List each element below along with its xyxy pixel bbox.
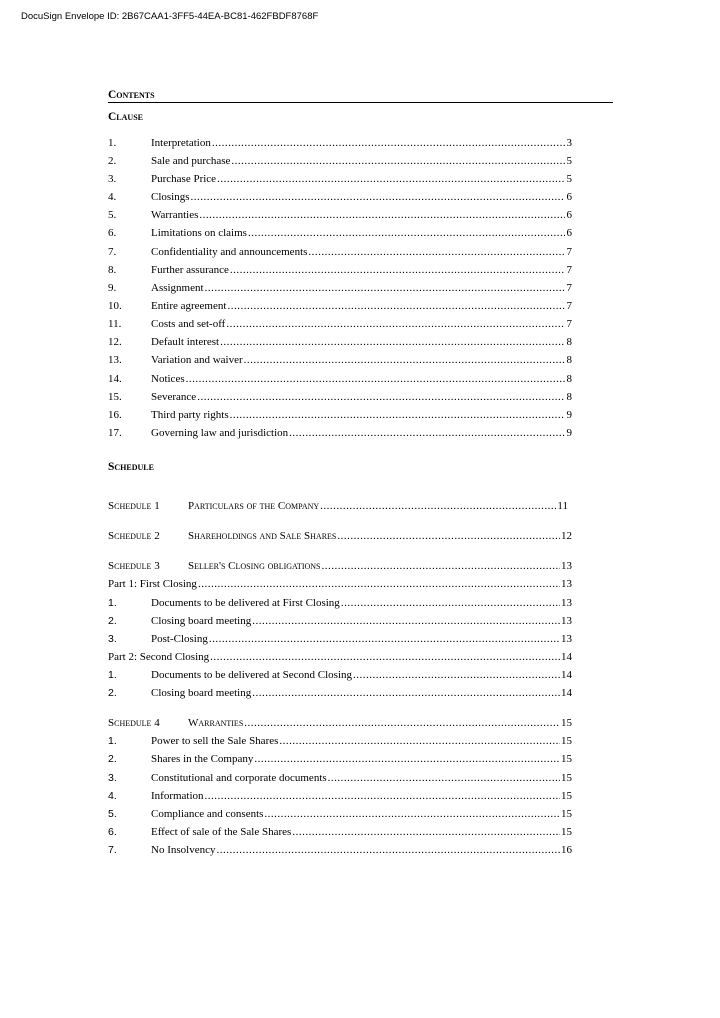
page-number: 9: [566, 409, 572, 421]
page-number: 13: [561, 615, 572, 627]
leader-dots: [230, 408, 565, 422]
toc-entry-schedule-4[interactable]: [108, 716, 572, 730]
page-number: 15: [561, 753, 572, 765]
item-label: No Insolvency: [151, 844, 216, 856]
clause-number: 12.: [108, 336, 122, 348]
page-number: 15: [561, 717, 572, 729]
toc-entry-schedule-4-item-7[interactable]: [108, 843, 572, 857]
item-number: 2.: [108, 687, 117, 699]
toc-entry-schedule-4-item-2[interactable]: [108, 752, 572, 766]
leader-dots: [292, 825, 560, 839]
leader-dots: [254, 752, 560, 766]
toc-entry-clause-17[interactable]: [108, 426, 572, 440]
toc-entry-schedule-3[interactable]: [108, 559, 572, 573]
leader-dots: [322, 559, 561, 573]
page-number: 13: [561, 633, 572, 645]
page-number: 7: [566, 300, 572, 312]
item-label: Closing board meeting: [151, 687, 252, 699]
toc-entry-clause-13[interactable]: [108, 353, 572, 367]
leader-dots: [205, 281, 565, 295]
page-number: 7: [566, 318, 572, 330]
page-number: 6: [566, 191, 572, 203]
page-number: 5: [566, 155, 572, 167]
clause-label: Purchase Price: [151, 173, 217, 185]
item-label: Closing board meeting: [151, 615, 252, 627]
page-number: 13: [561, 578, 572, 590]
page-number: 16: [561, 844, 572, 856]
leader-dots: [328, 771, 560, 785]
schedule-label: Shareholdings and Sale Shares: [188, 530, 337, 542]
clause-number: 13.: [108, 354, 122, 366]
schedule-label: Seller's Closing obligations: [188, 560, 321, 572]
leader-dots: [212, 136, 565, 150]
toc-entry-clause-11[interactable]: [108, 317, 572, 331]
schedule-number: Schedule 2: [108, 530, 160, 542]
leader-dots: [248, 226, 565, 240]
schedule-number: Schedule 3: [108, 560, 160, 572]
item-number: 2.: [108, 753, 117, 765]
page-number: 8: [566, 391, 572, 403]
toc-entry-schedule-3-part-1-item-3[interactable]: [108, 632, 572, 646]
page-number: 14: [561, 687, 572, 699]
page-number: 8: [566, 354, 572, 366]
part-label: Part 1: First Closing: [108, 578, 197, 590]
leader-dots: [210, 650, 560, 664]
toc-entry-clause-9[interactable]: [108, 281, 572, 295]
item-number: 2.: [108, 615, 117, 627]
page-number: 3: [566, 137, 572, 149]
item-number: 1.: [108, 597, 117, 609]
clause-label: Governing law and jurisdiction: [151, 427, 289, 439]
schedule-label: Warranties: [188, 717, 244, 729]
toc-entry-clause-10[interactable]: [108, 299, 572, 313]
toc-entry-clause-2[interactable]: [108, 154, 572, 168]
leader-dots: [252, 614, 560, 628]
page-number: 14: [561, 669, 572, 681]
leader-dots: [205, 789, 560, 803]
item-label: Compliance and consents: [151, 808, 264, 820]
page-number: 15: [561, 772, 572, 784]
item-label: Constitutional and corporate documents: [151, 772, 327, 784]
docusign-envelope-id: DocuSign Envelope ID: 2B67CAA1-3FF5-44EA-BC81-462FBDF8768F: [21, 11, 319, 22]
schedule-label: Particulars of the Company: [188, 500, 320, 512]
schedule-number: Schedule 1: [108, 500, 160, 512]
leader-dots: [231, 154, 565, 168]
toc-entry-clause-6[interactable]: [108, 226, 572, 240]
clause-label: Interpretation: [151, 137, 211, 149]
clause-number: 9.: [108, 282, 117, 294]
clause-label: Variation and waiver: [151, 354, 243, 366]
toc-entry-clause-3[interactable]: [108, 172, 572, 186]
toc-entry-schedule-2[interactable]: [108, 529, 572, 543]
toc-entry-schedule-3-part-1[interactable]: [108, 577, 572, 591]
schedule-number: Schedule 4: [108, 717, 160, 729]
part-label: Part 2: Second Closing: [108, 651, 210, 663]
clause-label: Entire agreement: [151, 300, 227, 312]
leader-dots: [337, 529, 560, 543]
leader-dots: [320, 499, 556, 513]
toc-entry-schedule-4-item-4[interactable]: [108, 789, 572, 803]
leader-dots: [209, 632, 560, 646]
toc-entry-clause-8[interactable]: [108, 263, 572, 277]
leader-dots: [341, 596, 560, 610]
toc-entry-schedule-1[interactable]: [108, 499, 568, 513]
leader-dots: [199, 208, 565, 222]
page-number: 9: [566, 427, 572, 439]
item-number: 4.: [108, 790, 117, 802]
toc-entry-clause-14[interactable]: [108, 372, 572, 386]
leader-dots: [226, 317, 565, 331]
page-number: 7: [566, 282, 572, 294]
toc-entry-schedule-3-part-2[interactable]: [108, 650, 572, 664]
item-label: Documents to be delivered at Second Closing: [151, 669, 353, 681]
clause-number: 5.: [108, 209, 117, 221]
clause-number: 7.: [108, 246, 117, 258]
clause-label: Closings: [151, 191, 190, 203]
clause-number: 15.: [108, 391, 122, 403]
toc-entry-clause-1[interactable]: [108, 136, 572, 150]
item-label: Post-Closing: [151, 633, 208, 645]
page-number: 15: [561, 826, 572, 838]
clause-label: Costs and set-off: [151, 318, 226, 330]
clause-label: Default interest: [151, 336, 220, 348]
clause-heading: Clause: [108, 111, 143, 123]
page-number: 12: [561, 530, 572, 542]
page-number: 5: [566, 173, 572, 185]
item-number: 6.: [108, 826, 117, 838]
clause-number: 4.: [108, 191, 117, 203]
leader-dots: [220, 335, 565, 349]
clause-label: Further assurance: [151, 264, 229, 276]
contents-title: Contents: [108, 89, 613, 103]
item-label: Power to sell the Sale Shares: [151, 735, 279, 747]
page-number: 15: [561, 790, 572, 802]
page-number: 15: [561, 808, 572, 820]
item-number: 5.: [108, 808, 117, 820]
leader-dots: [198, 577, 560, 591]
leader-dots: [197, 390, 565, 404]
page-number: 13: [561, 597, 572, 609]
toc-entry-clause-12[interactable]: [108, 335, 572, 349]
toc-entry-clause-5[interactable]: [108, 208, 572, 222]
leader-dots: [186, 372, 565, 386]
clause-label: Notices: [151, 373, 185, 385]
clause-number: 11.: [108, 318, 122, 330]
clause-label: Limitations on claims: [151, 227, 247, 239]
toc-entry-clause-7[interactable]: [108, 245, 572, 259]
clause-number: 2.: [108, 155, 117, 167]
toc-entry-schedule-4-item-5[interactable]: [108, 807, 572, 821]
page-number: 15: [561, 735, 572, 747]
clause-number: 3.: [108, 173, 117, 185]
toc-entry-schedule-4-item-6[interactable]: [108, 825, 572, 839]
clause-number: 17.: [108, 427, 122, 439]
toc-entry-schedule-3-part-2-item-2[interactable]: [108, 686, 572, 700]
leader-dots: [279, 734, 560, 748]
toc-entry-schedule-4-item-3[interactable]: [108, 771, 572, 785]
leader-dots: [216, 843, 560, 857]
item-number: 7.: [108, 844, 117, 856]
page-number: 13: [561, 560, 572, 572]
leader-dots: [244, 353, 565, 367]
clause-number: 10.: [108, 300, 122, 312]
page-number: 8: [566, 373, 572, 385]
item-number: 3.: [108, 772, 117, 784]
page-number: 7: [566, 246, 572, 258]
item-number: 3.: [108, 633, 117, 645]
clause-number: 6.: [108, 227, 117, 239]
toc-entry-clause-4[interactable]: [108, 190, 572, 204]
leader-dots: [244, 716, 560, 730]
clause-label: Assignment: [151, 282, 204, 294]
page-number: 8: [566, 336, 572, 348]
clause-number: 1.: [108, 137, 117, 149]
toc-entry-schedule-3-part-1-item-1[interactable]: [108, 596, 572, 610]
leader-dots: [353, 668, 560, 682]
toc-entry-schedule-4-item-1[interactable]: [108, 734, 572, 748]
leader-dots: [252, 686, 560, 700]
leader-dots: [217, 172, 565, 186]
leader-dots: [191, 190, 565, 204]
clause-label: Severance: [151, 391, 197, 403]
item-label: Effect of sale of the Sale Shares: [151, 826, 292, 838]
clause-number: 14.: [108, 373, 122, 385]
leader-dots: [308, 245, 565, 259]
clause-label: Warranties: [151, 209, 199, 221]
toc-entry-schedule-3-part-1-item-2[interactable]: [108, 614, 572, 628]
schedule-heading: Schedule: [108, 461, 154, 473]
item-label: Shares in the Company: [151, 753, 254, 765]
clause-label: Confidentiality and announcements: [151, 246, 308, 258]
item-number: 1.: [108, 669, 117, 681]
page-number: 6: [566, 209, 572, 221]
page-number: 6: [566, 227, 572, 239]
toc-entry-clause-15[interactable]: [108, 390, 572, 404]
leader-dots: [264, 807, 560, 821]
leader-dots: [289, 426, 565, 440]
clause-label: Third party rights: [151, 409, 229, 421]
leader-dots: [230, 263, 565, 277]
page-number: 14: [561, 651, 572, 663]
page-number: 11: [557, 500, 568, 512]
clause-label: Sale and purchase: [151, 155, 231, 167]
toc-entry-schedule-3-part-2-item-1[interactable]: [108, 668, 572, 682]
item-label: Information: [151, 790, 204, 802]
item-number: 1.: [108, 735, 117, 747]
leader-dots: [227, 299, 565, 313]
toc-entry-clause-16[interactable]: [108, 408, 572, 422]
clause-number: 16.: [108, 409, 122, 421]
item-label: Documents to be delivered at First Closing: [151, 597, 340, 609]
clause-number: 8.: [108, 264, 117, 276]
page-number: 7: [566, 264, 572, 276]
